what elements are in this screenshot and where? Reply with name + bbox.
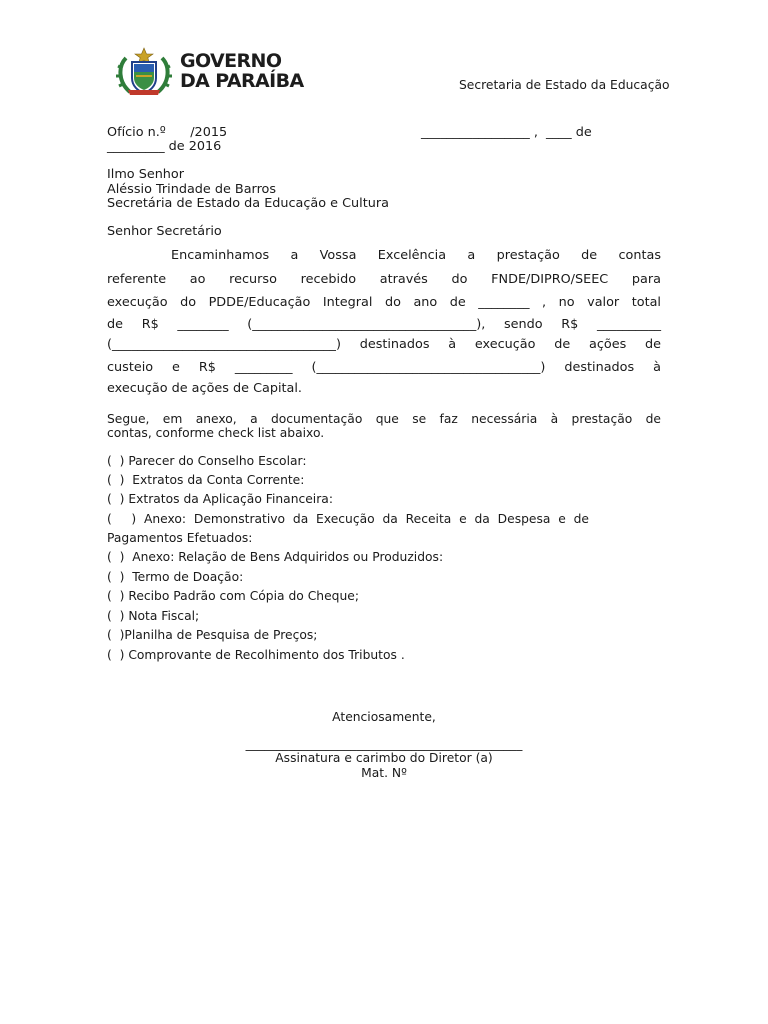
closing-greeting: Atenciosamente, [332, 710, 436, 724]
body-line-4: de R$ ________ (___________________________________), sendo R$ __________ [107, 317, 661, 332]
checklist-item: ( ) Parecer do Conselho Escolar: [107, 454, 307, 468]
checklist-item: ( ) Recibo Padrão com Cópia do Cheque; [107, 589, 359, 603]
checklist-item: ( ) Nota Fiscal; [107, 609, 200, 623]
logo-line-2: DA PARAÍBA [180, 70, 304, 92]
recipient-title: Ilmo Senhor [107, 167, 184, 182]
registration-number: Mat. Nº [361, 766, 407, 780]
coat-of-arms-icon [114, 46, 174, 96]
checklist-item: ( ) Anexo: Relação de Bens Adquiridos ou Produzidos: [107, 550, 444, 564]
recipient-role: Secretária de Estado da Educação e Cultura [107, 196, 389, 211]
body-line-6: custeio e R$ _________ (___________________________________) destinados à [107, 360, 661, 375]
body-line-1: Encaminhamos a Vossa Excelência a prestação de contas [171, 248, 661, 263]
checklist-item: ( ) Extratos da Aplicação Financeira: [107, 492, 333, 506]
checklist-item: ( ) Comprovante de Recolhimento dos Tributos . [107, 648, 405, 662]
checklist-item: ( )Planilha de Pesquisa de Preços; [107, 628, 318, 642]
salutation: Senhor Secretário [107, 224, 222, 239]
annex-line-2: contas, conforme check list abaixo. [107, 426, 325, 440]
checklist-item: ( ) Extratos da Conta Corrente: [107, 473, 305, 487]
secretaria-header: Secretaria de Estado da Educação [459, 78, 670, 92]
body-line-5: (___________________________________) destinados à execução de ações de [107, 337, 661, 352]
signature-label: Assinatura e carimbo do Diretor (a) [275, 751, 493, 765]
checklist-item: ( ) Termo de Doação: [107, 570, 244, 584]
logo-line-1: GOVERNO [180, 50, 282, 72]
signature-line: _____________________________________________ [245, 737, 523, 751]
date-line-1: _________________ , ____ de [421, 125, 592, 140]
body-line-7: execução de ações de Capital. [107, 381, 303, 396]
oficio-number: Ofício n.º /2015 [107, 125, 228, 140]
checklist-item: Pagamentos Efetuados: [107, 531, 253, 545]
governo-paraiba-logo [114, 46, 304, 98]
annex-line-1: Segue, em anexo, a documentação que se faz necessária à prestação de [107, 412, 661, 426]
body-line-2: referente ao recurso recebido através do FNDE/DIPRO/SEEC para [107, 272, 661, 287]
recipient-name: Aléssio Trindade de Barros [107, 182, 277, 197]
body-line-3: execução do PDDE/Educação Integral do ano de ________ , no valor total [107, 295, 661, 310]
checklist-item: ( ) Anexo: Demonstrativo da Execução da Receita e da Despesa e de [107, 512, 589, 526]
date-line-2: _________ de 2016 [107, 139, 222, 154]
